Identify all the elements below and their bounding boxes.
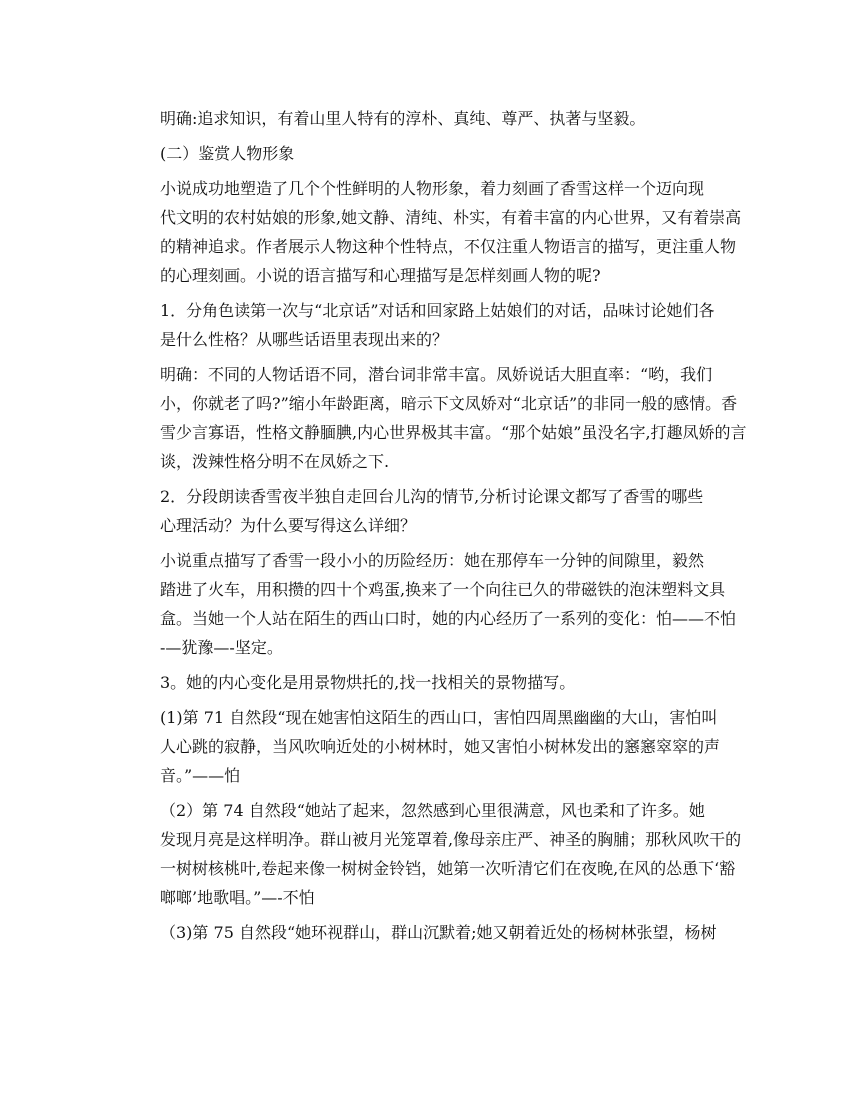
text-line: 是什么性格？从哪些话语里表现出来的？ bbox=[160, 330, 449, 349]
text-line: 小，你就老了吗?”缩小年龄距离，暗示下文凤娇对“北京话”的非同一般的感情。香 bbox=[160, 394, 738, 413]
paragraph-1 bbox=[128, 104, 732, 133]
text-line: 发现月亮是这样明净。群山被月光笼罩着,像母亲庄严、神圣的胸脯；那秋风吹干的 bbox=[160, 830, 742, 849]
paragraph-11 bbox=[128, 918, 732, 947]
text-line: (二）鉴赏人物形象 bbox=[160, 144, 295, 163]
text-line: 人心跳的寂静，当风吹响近处的小树林时，她又害怕小树林发出的窸窸窣窣的声 bbox=[160, 737, 721, 756]
text-line: （2）第 74 自然段“她站了起来，忽然感到心里很满意，风也柔和了许多。她 bbox=[160, 801, 705, 820]
text-line: (1)第 71 自然段“现在她害怕这陌生的西山口，害怕四周黑幽幽的大山，害怕叫 bbox=[160, 708, 718, 727]
paragraph-8 bbox=[128, 668, 732, 697]
text-line: 雪少言寡语，性格文静腼腆,内心世界极其丰富。“那个姑娘”虽没名字,打趣凤娇的言 bbox=[160, 423, 747, 442]
text-line: 踏进了火车，用积攒的四十个鸡蛋,换来了一个向往已久的带磁铁的泡沫塑料文具 bbox=[160, 580, 726, 599]
section-heading bbox=[128, 139, 732, 168]
text-line: （3)第 75 自然段“她环视群山，群山沉默着;她又朝着近处的杨树林张望，杨树 bbox=[160, 923, 717, 942]
text-line: 3。她的内心变化是用景物烘托的,找一找相关的景物描写。 bbox=[160, 673, 576, 692]
paragraph-9 bbox=[128, 703, 732, 790]
text-line: 明确：不同的人物话语不同，潜台词非常丰富。凤娇说话大胆直率：“哟，我们 bbox=[160, 365, 713, 384]
text-line: 谈，泼辣性格分明不在凤娇之下. bbox=[160, 452, 390, 471]
text-line: 音。”——怕 bbox=[160, 766, 241, 785]
text-line: 代文明的农村姑娘的形象,她文静、清纯、朴实，有着丰富的内心世界，又有着崇高 bbox=[160, 208, 742, 227]
paragraph-5 bbox=[128, 360, 747, 476]
text-line: 盒。当她一个人站在陌生的西山口时，她的内心经历了一系列的变化：怕——不怕 bbox=[160, 609, 737, 628]
paragraph-4 bbox=[128, 296, 732, 354]
text-line: 一树树核桃叶,卷起来像一树树金铃铛，她第一次听清它们在夜晚,在风的怂恿下‘豁 bbox=[160, 859, 736, 878]
paragraph-6 bbox=[128, 482, 732, 540]
text-line: 2．分段朗读香雪夜半独自走回台儿沟的情节,分析讨论课文都写了香雪的哪些 bbox=[160, 487, 704, 506]
text-line: 小说重点描写了香雪一段小小的历险经历：她在那停车一分钟的间隙里，毅然 bbox=[160, 551, 705, 570]
text-line: 明确:追求知识，有着山里人特有的淳朴、真纯、尊严、执著与坚毅。 bbox=[160, 109, 646, 128]
text-line: -—犹豫—-坚定。 bbox=[160, 638, 283, 657]
text-line: 心理活动？为什么要写得这么详细？ bbox=[160, 516, 417, 535]
text-line: 小说成功地塑造了几个个性鲜明的人物形象，着力刻画了香雪这样一个迈向现 bbox=[160, 179, 705, 198]
paragraph-10 bbox=[128, 796, 742, 912]
text-line: 的心理刻画。小说的语言描写和心理描写是怎样刻画人物的呢? bbox=[160, 266, 601, 285]
text-line: 的精神追求。作者展示人物这种个性特点，不仅注重人物语言的描写，更注重人物 bbox=[160, 237, 737, 256]
text-line: 啷啷’地歌唱。”—-不怕 bbox=[160, 888, 315, 907]
paragraph-7 bbox=[128, 546, 737, 662]
document-page bbox=[128, 104, 747, 947]
paragraph-3 bbox=[128, 174, 742, 290]
text-line: 1．分角色读第一次与“北京话”对话和回家路上姑娘们的对话，品味讨论她们各 bbox=[160, 301, 715, 320]
